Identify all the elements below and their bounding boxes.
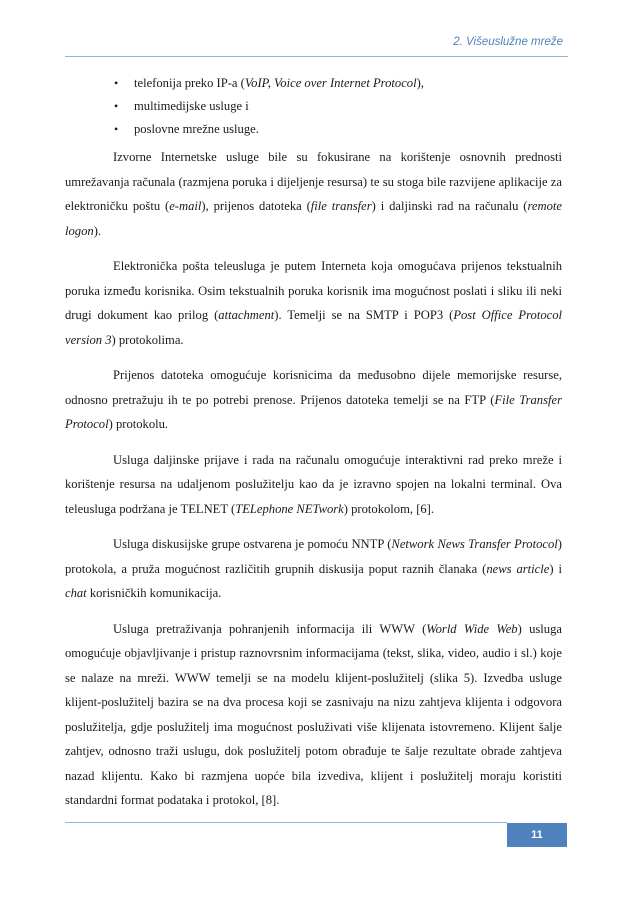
- running-header: 2. Višeuslužne mreže: [453, 36, 563, 48]
- paragraph-discussion-groups: Usluga diskusijske grupe ostvarena je pomoću NNTP (Network News Transfer Protocol) protokola, a pruža mogućnost različitih grupnih diskusija poput raznih članaka (news article) i chat korisničkih komunikacija.: [65, 537, 563, 600]
- paragraph-email: Elektronička pošta teleusluga je putem Interneta koja omogućava prijenos tekstualnih poruka između korisnika. Osim tekstualnih poruka korisnik ima mogućnost poslati i sliku ili neki drugi dokument kao prilog (attachment). Temelji se na SMTP i POP3 (Post Office Protocol version 3) protokolima.: [65, 259, 563, 347]
- bullet-item-business: • poslovne mrežne usluge.: [90, 120, 560, 143]
- paragraph-internet-services: Izvorne Internetske usluge bile su fokusirane na korištenje osnovnih prednosti umrežavanja računala (razmjena poruka i dijeljenje resursa) te su stoga bile razvijene aplikacije za elektroničku poštu (e-mail), prijenos datoteka (file transfer) i daljinski rad na računalu (remote logon).: [65, 150, 562, 238]
- header-divider: [65, 56, 568, 57]
- footer-divider: [65, 822, 507, 823]
- paragraph-file-transfer: Prijenos datoteka omogućuje korisnicima da međusobno dijele memorijske resurse, odnosno pretražuju ih te po potrebi prenose. Prijenos datoteka temelji se na FTP (File Transfer Protocol) protokolu.: [65, 368, 562, 431]
- bullet-item-multimedia: • multimedijske usluge i: [90, 97, 560, 120]
- paragraph-www: Usluga pretraživanja pohranjenih informacija ili WWW (World Wide Web) usluga omogućuje objavljivanje i pristup raznovrsnim informacijama (tekst, slika, video, audio i sl.) koje se nalaze na mreži. WWW temelji se na modelu klijent-poslužitelj (slika 5). Izvedba usluge klijent-poslužitelj bazira se na dva procesa koji se zasnivaju na nizu zahtjeva klijenta i odgovora poslužitelja, gdje poslužitelj ima mogućnost posluživati više klijenata istovremeno. Klijent šalje zahtjev, odnosno traži uslugu, dok poslužitelj potom obrađuje te šalje rezultate obrade zahtjeva nazad klijentu. Kako bi razmjena uopće bila izvediva, klijent i poslužitelj moraju koristiti standardni format podataka i protokol, [8].: [65, 621, 562, 807]
- paragraph-remote-login: Usluga daljinske prijave i rada na računalu omogućuje interaktivni rad preko mreže i korištenje resursa na udaljenom poslužitelju kao da je izravno spojen na lokalni terminal. Ova teleusluga podržana je TELNET (TELephone NETwork) protokolom, [6].: [65, 452, 562, 516]
- body-text: [65, 145, 562, 824]
- bullet-item-voip: • telefonija preko IP-a (VoIP, Voice over Internet Protocol),: [90, 74, 560, 97]
- service-bullet-list: [90, 74, 560, 143]
- page-number: 11: [507, 823, 567, 847]
